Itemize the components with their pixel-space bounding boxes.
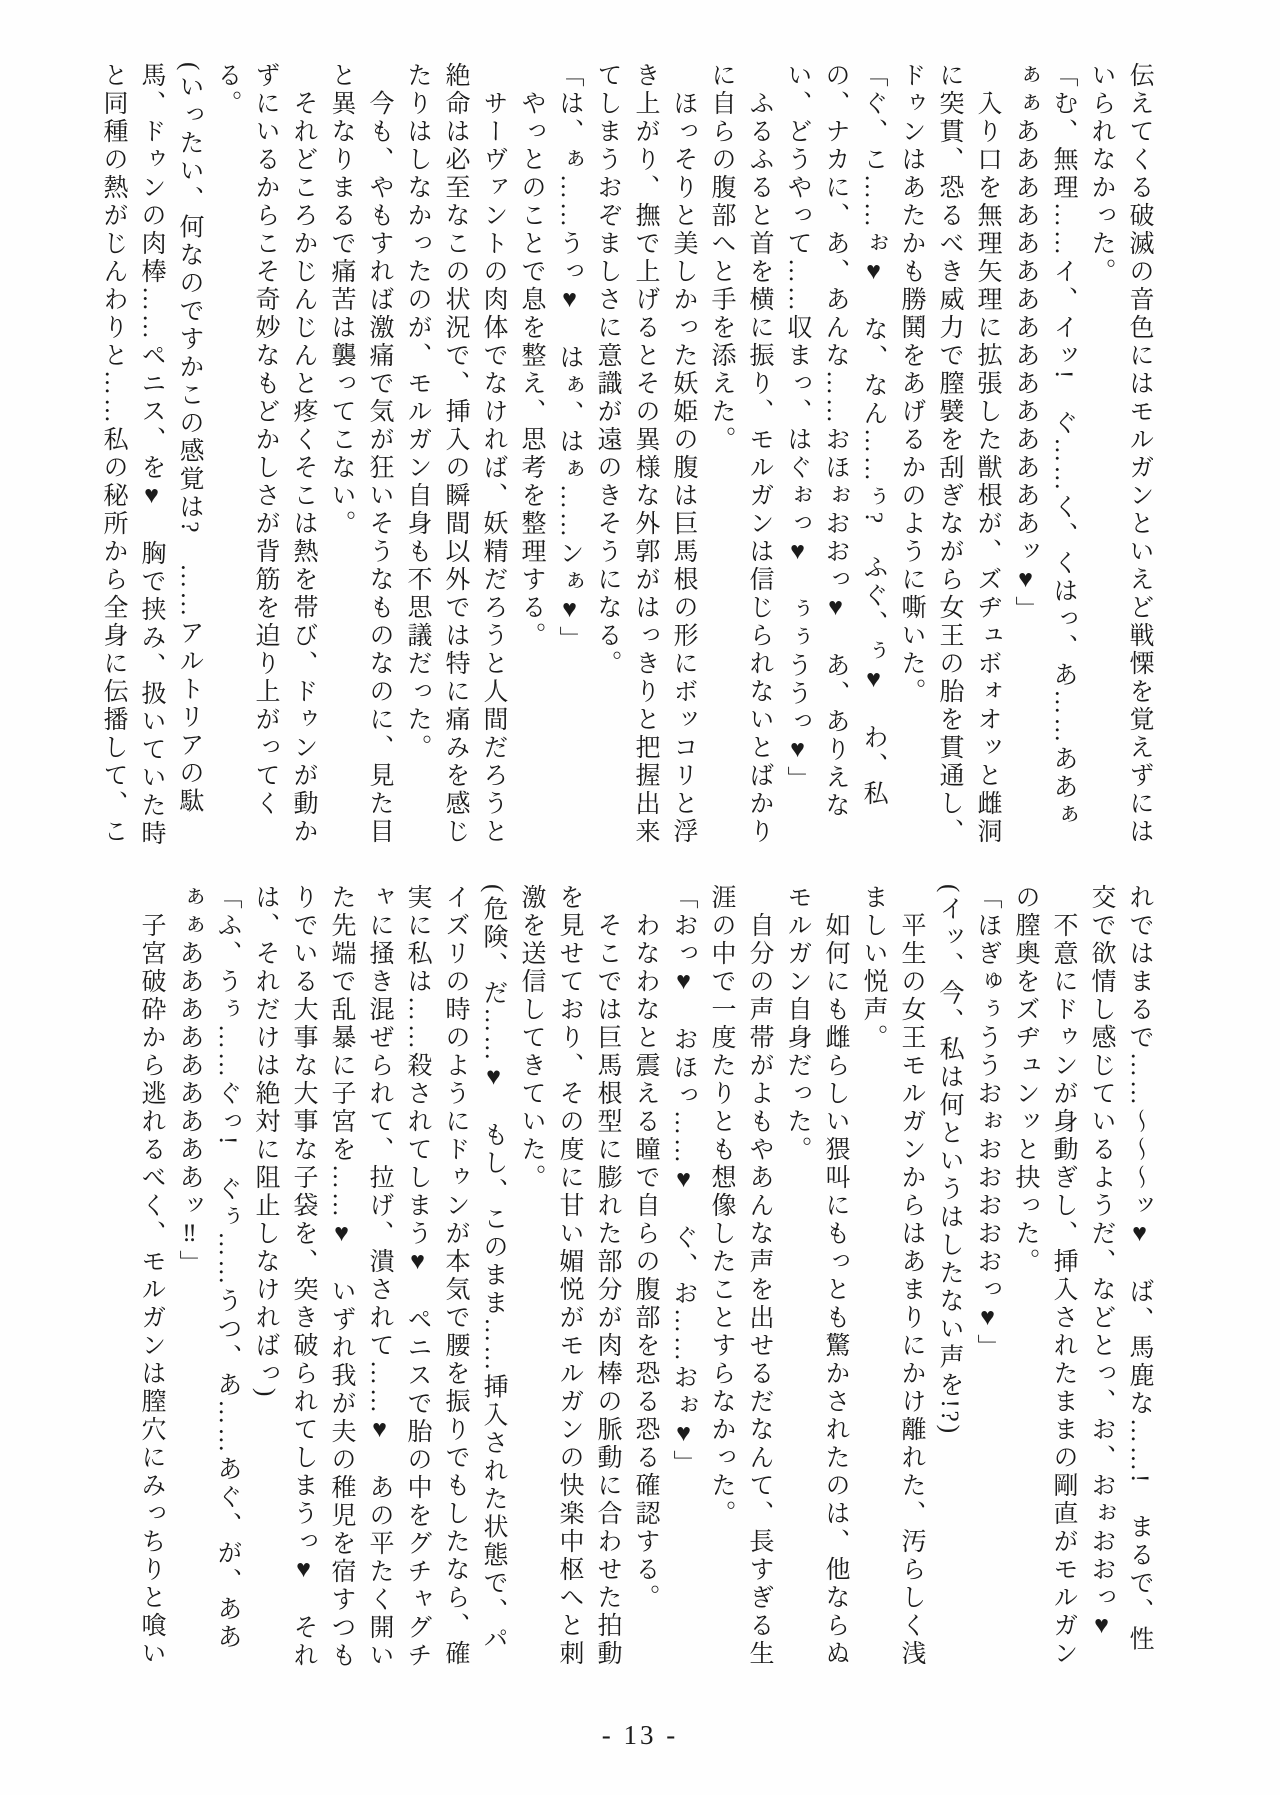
paragraph: 「む、無理……イ、イッ! ぐ……く、くはっ、あ……ああぁぁぁあああああああああああああああッ♥」 <box>1012 62 1077 830</box>
paragraph: わなわなと震える瞳で自らの腹部を恐る恐る確認する。 <box>632 912 659 1612</box>
paragraph: 不意にドゥンが身動ぎし、挿入されたままの剛直がモルガンの膣奥をズヂュンッと抉った。 <box>1012 884 1077 1668</box>
paragraph: (危険、だ……♥ もし、このまま……挿入された状態で、パイズリの時のようにドゥンが本気で腰を振りでもしたなら、確実に私は……殺されてしまう♥ ペニスで胎の中をグチャグチャに掻き混ぜられて、拉げ、潰されて……♥ あの平たく開いた先端で乱暴に子宮を……♥ いずれ我が夫の稚児を宿すつもりでいる大事な大事な子袋を、突き破られてしまうっ♥ それは、それだけは絶対に阻止しなければっ) <box>252 884 507 1670</box>
paragraph: 入り口を無理矢理に拡張した獣根が、ズヂュボォオッと雌洞に突貫、恐るべき威力で膣襞を刮ぎながら女王の胎を貫通し、ドゥンはあたかも勝鬨をあげるかのように嘶いた。 <box>898 62 1001 846</box>
paragraph: ほっそりと美しかった妖姫の腹は巨馬根の形にボッコリと浮き上がり、撫で上げるとその異様な外郭がはっきりと把握出来てしまうおぞましさに意識が遠のきそうになる。 <box>594 62 697 846</box>
paragraph: (イッ、今、私は何というはしたない声を!?) <box>936 884 963 1437</box>
paragraph: 「ほぎゅぅううおぉおおおおおっ♥」 <box>974 884 1001 1362</box>
paragraph: 「おっ♥ おほっ……♥ ぐ、お……おぉ♥」 <box>670 884 697 1478</box>
paragraph: 今も、やもすれば激痛で気が狂いそうなものなのに、見た目と異なりまるで痛苦は襲ってこない。 <box>328 62 393 846</box>
paragraph: サーヴァントの肉体でなければ、妖精だろうと人間だろうと絶命は必至なこの状況で、挿入の瞬間以外では特に痛みを感じたりはしなかったのが、モルガン自身も不思議だった。 <box>404 62 507 846</box>
text-block-top <box>94 62 1158 850</box>
paragraph: 子宮破砕から逃れるべく、モルガンは膣穴にみっちりと喰い <box>138 912 165 1668</box>
page-number: - 13 - <box>601 1720 679 1750</box>
paragraph: 伝えてくる破滅の音色にはモルガンといえど戦慄を覚えずにはいられなかった。 <box>1088 62 1153 846</box>
paragraph: (いったい、何なのですかこの感覚は? ……アルトリアの駄馬、ドゥンの肉棒……ペニス、を♥ 胸で挟み、扱いていた時と同種の熱がじんわりと……私の秘所から全身に伝播して、こ <box>100 62 203 848</box>
paragraph: 平生の女王モルガンからはあまりにかけ離れた、汚らしく浅ましい悦声。 <box>860 884 925 1668</box>
paragraph: ふるふると首を横に振り、モルガンは信じられないとばかりに自らの腹部へと手を添えた。 <box>708 62 773 846</box>
paragraph: れではまるで……～～～ッ♥ ば、馬鹿な……! まるで、性交で欲情し感じているようだ、などとっ、お、おぉおおっ♥ <box>1088 884 1153 1654</box>
paragraph: 如何にも雌らしい猥叫にもっとも驚かされたのは、他ならぬモルガン自身だった。 <box>784 884 849 1668</box>
text-block-bottom <box>132 884 1158 1672</box>
paragraph: 「ぐ、こ……ぉ♥ な、なん……ぅ? ふぐ、ぅ♥ わ、私の、ナカに、あ、あんな……おほぉおおっ♥ あ、ありえない、どうやって……収まっ、はぐぉっ♥ ぅぅううっ♥」 <box>784 62 887 820</box>
paragraph: 「は、ぁ……うっ♥ はぁ、はぁ……ンぁ♥」 <box>556 62 583 654</box>
paragraph: 「ふ、うぅ……ぐっ! ぐぅ……うつ、あ……あぐ、が、ああぁぁあああああああああッ‼」 <box>176 884 241 1652</box>
paragraph: そこでは巨馬根型に膨れた部分が肉棒の脈動に合わせた拍動を見せており、その度に甘い媚悦がモルガンの快楽中枢へと刺激を送信してきていた。 <box>518 884 621 1668</box>
paragraph: それどころかじんじんと疼くそこは熱を帯び、ドゥンが動かずにいるからこそ奇妙なもどかしさが背筋を迫り上がってくる。 <box>214 62 317 846</box>
paragraph: やっとのことで息を整え、思考を整理する。 <box>518 90 545 650</box>
paragraph: 自分の声帯がよもやあんな声を出せるだなんて、長すぎる生涯の中で一度たりとも想像したことすらなかった。 <box>708 884 773 1668</box>
